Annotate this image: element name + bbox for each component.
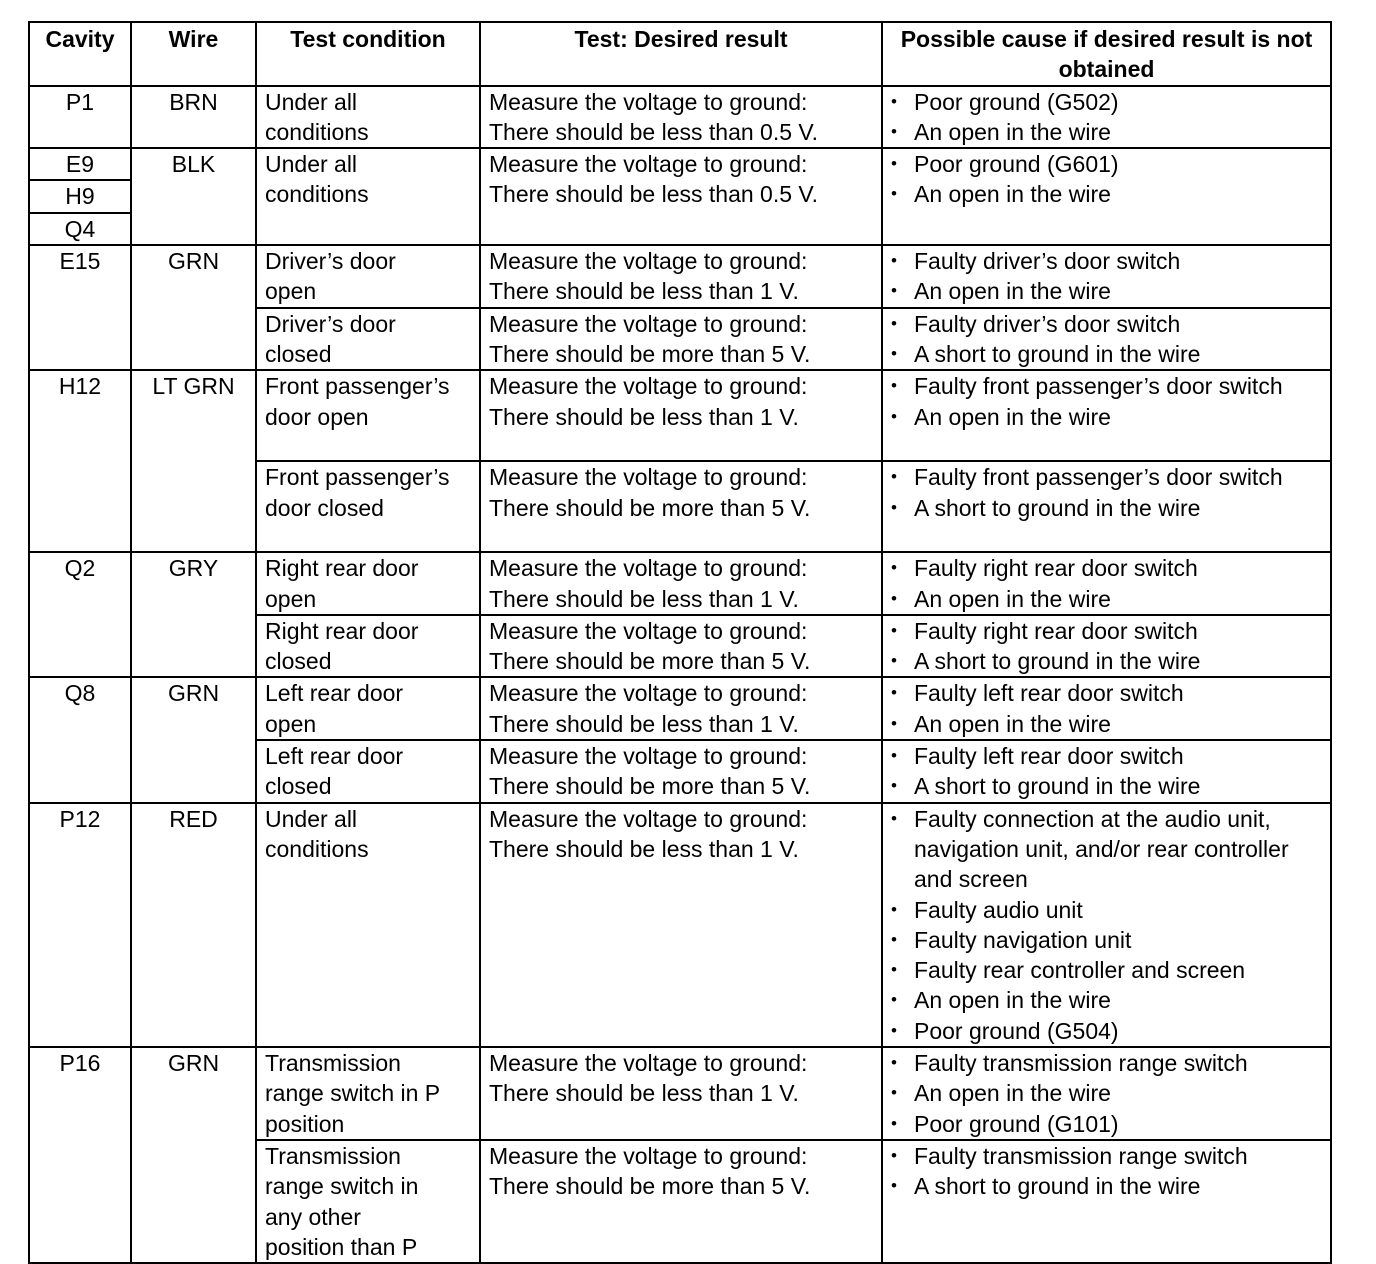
condition-cell <box>256 1047 480 1140</box>
header-possible-cause: Possible cause if desired result is not obtained <box>882 22 1331 86</box>
condition-text: Right rear door open <box>265 555 419 612</box>
cause-item: • Faulty rear controller and screen <box>891 955 1322 985</box>
cause-item: • An open in the wire <box>891 1078 1322 1108</box>
condition-text: Under all conditions <box>265 151 369 208</box>
cause-cell <box>882 308 1331 371</box>
result-cell <box>480 803 882 1047</box>
table-row <box>29 803 1331 1047</box>
condition-cell <box>256 677 480 740</box>
wire-cell: GRY <box>131 552 256 677</box>
condition-text: Front passenger’s door closed <box>265 464 450 521</box>
condition-text: Under all conditions <box>265 88 369 145</box>
wire-cell: GRN <box>131 677 256 802</box>
condition-text: Right rear door closed <box>265 617 419 675</box>
result-cell <box>480 461 882 552</box>
cause-list <box>891 1141 1322 1202</box>
cause-item: • Faulty navigation unit <box>891 925 1322 955</box>
cause-item: • Faulty driver’s door switch <box>891 309 1322 339</box>
condition-cell <box>256 461 480 552</box>
cavity-cell: E9 <box>29 148 131 180</box>
cause-list <box>891 246 1322 307</box>
table-row <box>29 148 1331 180</box>
cause-item: • Faulty driver’s door switch <box>891 246 1322 276</box>
wire-cell: BRN <box>131 86 256 149</box>
result-text: Measure the voltage to ground: There should be more than 5 V. <box>489 1142 811 1200</box>
cause-item: • An open in the wire <box>891 276 1322 306</box>
cause-cell <box>882 148 1331 245</box>
result-cell <box>480 370 882 461</box>
cause-item: • Faulty transmission range switch <box>891 1048 1322 1078</box>
wire-cell: BLK <box>131 148 256 245</box>
cause-cell <box>882 1047 1331 1140</box>
cause-list <box>891 87 1322 148</box>
cause-cell <box>882 677 1331 740</box>
cavity-cell: E15 <box>29 245 131 370</box>
cause-item: • Faulty audio unit <box>891 895 1322 925</box>
diagnostic-table <box>28 21 1332 1264</box>
condition-text: Under all conditions <box>265 805 369 862</box>
cavity-cell: Q8 <box>29 677 131 802</box>
cause-item: • Poor ground (G601) <box>891 149 1322 179</box>
cause-item: • A short to ground in the wire <box>891 1171 1322 1201</box>
cause-cell <box>882 552 1331 615</box>
result-cell <box>480 148 882 245</box>
condition-cell <box>256 86 480 149</box>
condition-cell <box>256 803 480 1047</box>
cause-item: • Faulty front passenger’s door switch <box>891 371 1322 401</box>
cause-item: • Faulty right rear door switch <box>891 553 1322 583</box>
condition-cell <box>256 1140 480 1263</box>
cause-item: • Faulty transmission range switch <box>891 1141 1322 1171</box>
cause-item: • An open in the wire <box>891 709 1322 739</box>
cause-item: • Poor ground (G502) <box>891 87 1322 117</box>
result-text: Measure the voltage to ground: There should be less than 1 V. <box>489 373 808 430</box>
cavity-cell: P1 <box>29 86 131 149</box>
result-cell <box>480 245 882 308</box>
result-text: Measure the voltage to ground: There should be less than 1 V. <box>489 555 808 612</box>
cause-cell <box>882 370 1331 461</box>
result-text: Measure the voltage to ground: There should be more than 5 V. <box>489 617 811 675</box>
condition-text: Left rear door open <box>265 680 404 737</box>
cavity-cell: H12 <box>29 370 131 552</box>
cavity-cell: P16 <box>29 1047 131 1263</box>
wire-cell: LT GRN <box>131 370 256 552</box>
cause-list <box>891 309 1322 370</box>
cause-list <box>891 741 1322 802</box>
cause-item: • A short to ground in the wire <box>891 493 1322 523</box>
cavity-cell: P12 <box>29 803 131 1047</box>
table-row <box>29 86 1331 149</box>
cause-item: • An open in the wire <box>891 179 1322 209</box>
result-cell <box>480 677 882 740</box>
wire-cell: RED <box>131 803 256 1047</box>
cause-cell <box>882 803 1331 1047</box>
cause-list <box>891 462 1322 523</box>
cause-item: • An open in the wire <box>891 117 1322 147</box>
cause-list <box>891 149 1322 210</box>
cause-list <box>891 371 1322 432</box>
result-cell <box>480 552 882 615</box>
cause-cell <box>882 1140 1331 1263</box>
table-row <box>29 677 1331 740</box>
result-text: Measure the voltage to ground: There should be less than 1 V. <box>489 805 808 862</box>
condition-cell <box>256 552 480 615</box>
wire-cell: GRN <box>131 1047 256 1263</box>
cause-cell <box>882 461 1331 552</box>
header-desired-result: Test: Desired result <box>480 22 882 86</box>
condition-text: Transmission range switch in any other position than P <box>265 1142 419 1260</box>
condition-cell <box>256 615 480 678</box>
condition-text: Driver’s door open <box>265 248 396 305</box>
header-test-condition: Test condition <box>256 22 480 86</box>
cause-list <box>891 1048 1322 1139</box>
condition-cell <box>256 148 480 245</box>
result-cell <box>480 308 882 371</box>
wire-cell: GRN <box>131 245 256 370</box>
cause-item: • Faulty left rear door switch <box>891 741 1322 771</box>
result-text: Measure the voltage to ground: There should be less than 0.5 V. <box>489 88 819 145</box>
cause-item: • Poor ground (G101) <box>891 1109 1322 1139</box>
result-text: Measure the voltage to ground: There should be less than 0.5 V. <box>489 151 819 208</box>
condition-text: Front passenger’s door open <box>265 373 450 430</box>
condition-text: Driver’s door closed <box>265 310 396 367</box>
cavity-cell: Q4 <box>29 213 131 245</box>
cause-item: • An open in the wire <box>891 985 1322 1015</box>
cause-list <box>891 678 1322 739</box>
header-cavity: Cavity <box>29 22 131 86</box>
header-row <box>29 22 1331 86</box>
result-text: Measure the voltage to ground: There should be more than 5 V. <box>489 464 811 521</box>
condition-text: Left rear door closed <box>265 743 404 800</box>
cause-item: • Faulty right rear door switch <box>891 616 1322 646</box>
result-text: Measure the voltage to ground: There should be more than 5 V. <box>489 310 811 367</box>
cause-list <box>891 553 1322 614</box>
result-cell <box>480 1047 882 1140</box>
cause-list <box>891 616 1322 677</box>
condition-text: Transmission range switch in P position <box>265 1050 441 1137</box>
table-row <box>29 552 1331 615</box>
condition-cell <box>256 308 480 371</box>
cause-item: • An open in the wire <box>891 584 1322 614</box>
result-cell <box>480 740 882 803</box>
result-text: Measure the voltage to ground: There should be less than 1 V. <box>489 248 808 305</box>
cavity-cell: Q2 <box>29 552 131 677</box>
cause-item: • A short to ground in the wire <box>891 771 1322 801</box>
cause-item: • A short to ground in the wire <box>891 339 1322 369</box>
cause-item: • A short to ground in the wire <box>891 646 1322 676</box>
table-row <box>29 245 1331 308</box>
result-text: Measure the voltage to ground: There should be more than 5 V. <box>489 743 811 800</box>
cause-cell <box>882 86 1331 149</box>
cause-item: • Faulty left rear door switch <box>891 678 1322 708</box>
cause-cell <box>882 615 1331 678</box>
result-cell <box>480 86 882 149</box>
header-wire: Wire <box>131 22 256 86</box>
cause-item: • Faulty connection at the audio unit, navigation unit, and/or rear controller and screen <box>891 804 1322 895</box>
condition-cell <box>256 740 480 803</box>
cause-item: • Faulty front passenger’s door switch <box>891 462 1322 492</box>
cause-item: • Poor ground (G504) <box>891 1016 1322 1046</box>
cause-list <box>891 804 1322 1046</box>
cause-item: • An open in the wire <box>891 402 1322 432</box>
condition-cell <box>256 370 480 461</box>
condition-cell <box>256 245 480 308</box>
table-row <box>29 1047 1331 1140</box>
result-text: Measure the voltage to ground: There should be less than 1 V. <box>489 680 808 737</box>
cavity-cell: H9 <box>29 180 131 212</box>
cause-cell <box>882 245 1331 308</box>
table-row <box>29 370 1331 461</box>
result-cell <box>480 615 882 678</box>
result-cell <box>480 1140 882 1263</box>
result-text: Measure the voltage to ground: There should be less than 1 V. <box>489 1050 808 1107</box>
cause-cell <box>882 740 1331 803</box>
